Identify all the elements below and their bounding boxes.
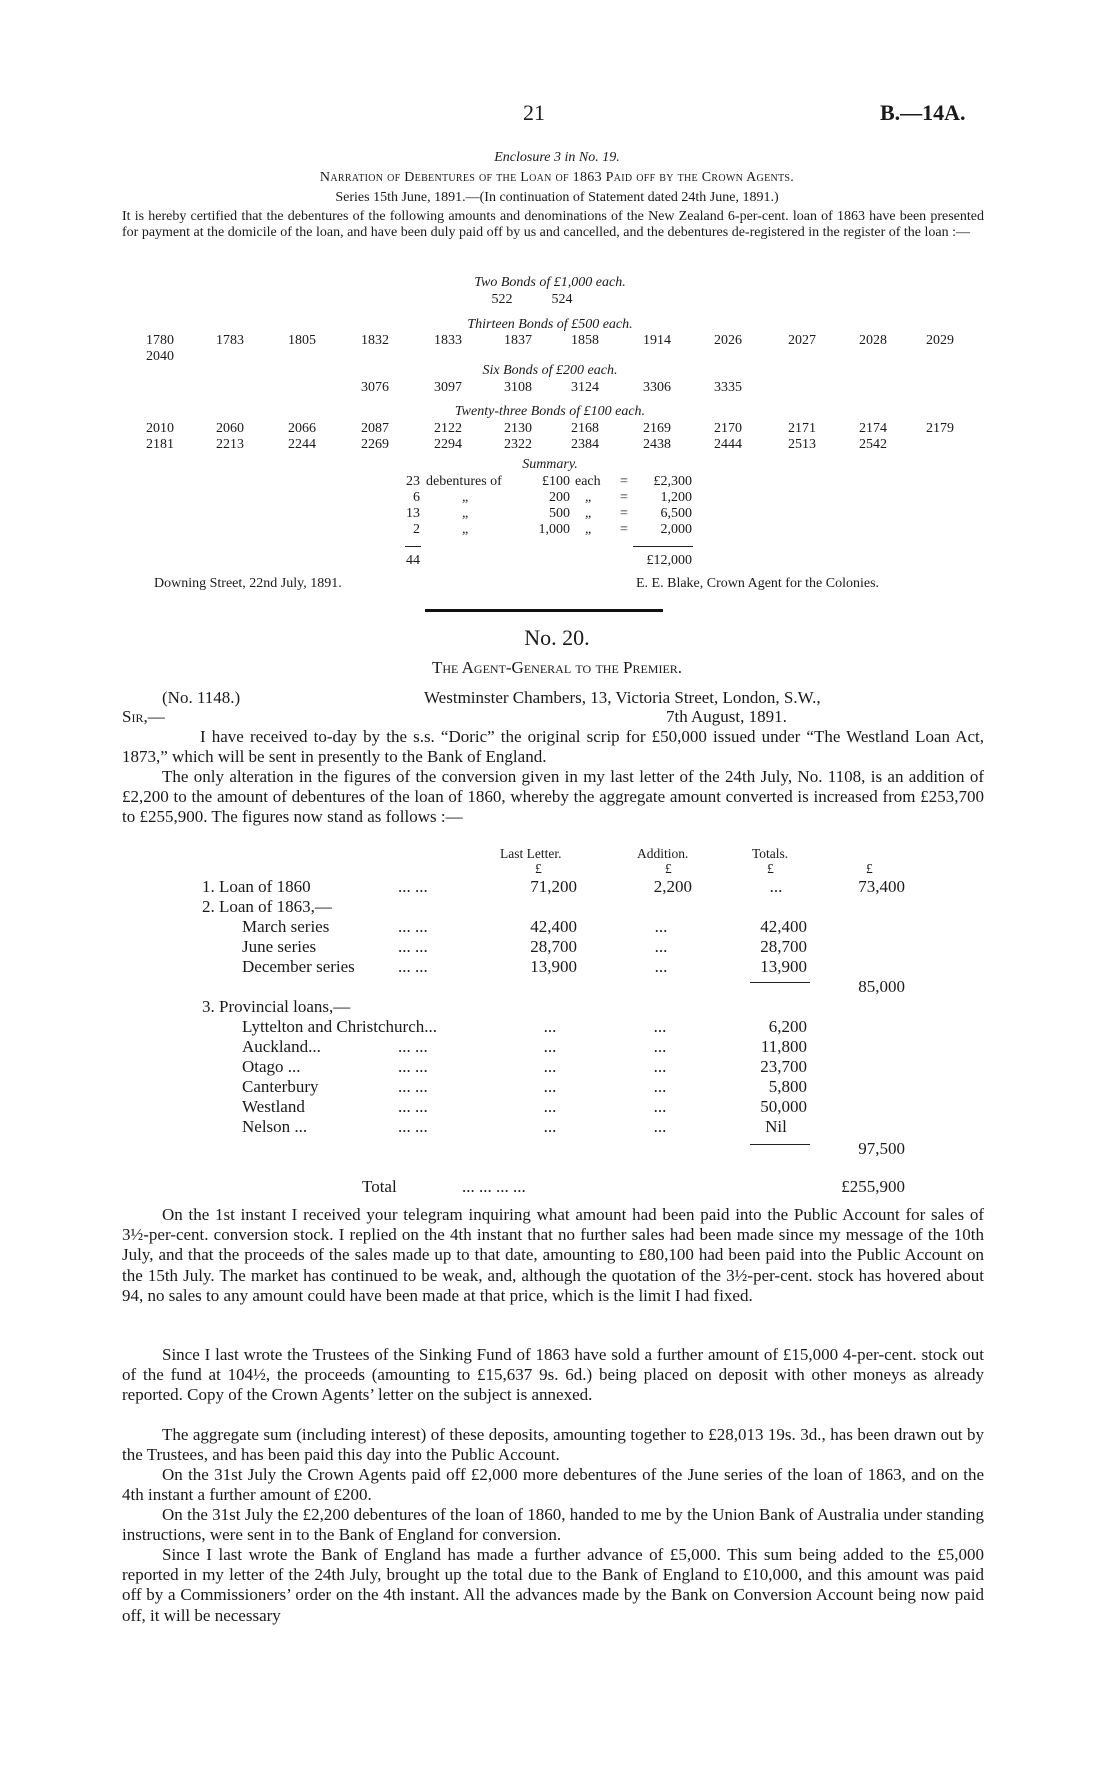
table-total: 28,700 xyxy=(760,937,807,956)
summary-desc: „ xyxy=(462,490,469,505)
signature: E. E. Blake, Crown Agent for the Colonies. xyxy=(636,576,880,591)
table-total: 50,000 xyxy=(760,1097,807,1116)
table-last: 71,200 xyxy=(530,877,577,896)
para-5: The aggregate sum (including interest) of these deposits, amounting together to £28,013 19s. 3d., has been drawn out by the Trustees, and has been paid this day into the Public Account. xyxy=(122,1425,984,1465)
table-label: December series xyxy=(242,957,355,976)
table-label: June series xyxy=(242,937,317,956)
summary-denomination: 200 xyxy=(549,490,570,505)
bond-number: 1837 xyxy=(504,333,532,348)
bond-number: 2029 xyxy=(926,333,954,348)
bond-number: 2087 xyxy=(361,421,389,436)
table-label: Lyttelton and Christchurch... xyxy=(242,1017,437,1036)
table-addition: ... xyxy=(653,1077,667,1096)
currency-addition: £ xyxy=(665,861,672,876)
summary-suffix: „ xyxy=(585,490,592,505)
table-addition: ... xyxy=(653,1057,667,1076)
summary-total-rule xyxy=(633,546,693,547)
table-label: Canterbury xyxy=(242,1077,319,1096)
para-4: Since I last wrote the Trustees of the Sinking Fund of 1863 have sold a further amount of £15,000 4-per-cent. stock out of the fund at 104½, the proceeds (amounting to £15,637 9s. 6d.) being placed on deposit with other moneys as already reported. Copy of the Crown Agents’ letter on the subject is annexed. xyxy=(122,1345,984,1405)
table-dots: ... ... xyxy=(398,937,428,956)
table-dots: ... ... xyxy=(398,1097,428,1116)
bond-number: 2171 xyxy=(788,421,816,436)
bond-number: 1832 xyxy=(361,333,389,348)
table-last: ... xyxy=(543,1117,557,1136)
bond-number: 2122 xyxy=(434,421,462,436)
table-label: Auckland... xyxy=(242,1037,321,1056)
table-last: 42,400 xyxy=(530,917,577,936)
table-last: ... xyxy=(543,1037,557,1056)
table-total: 13,900 xyxy=(760,957,807,976)
summary-denomination: 500 xyxy=(549,506,570,521)
table-addition: ... xyxy=(653,1037,667,1056)
enclosure-intro: It is hereby certified that the debentures of the following amounts and denominations of the New Zealand 6-per-cent. loan of 1863 have been presented for payment at the domicile of the loan, and have been duly paid off by us and cancelled, and the debentures de-registered in the register of the loan :— xyxy=(122,209,984,240)
subtotal-rule xyxy=(750,982,810,983)
table-label: Westland xyxy=(242,1097,305,1116)
bond-number: 2169 xyxy=(643,421,671,436)
table-dots: ... ... xyxy=(398,1117,428,1136)
bond-number: 2294 xyxy=(434,437,462,452)
group-title-500: Thirteen Bonds of £500 each. xyxy=(467,317,633,332)
table-total: 11,800 xyxy=(760,1037,807,1056)
table-label: 1. Loan of 1860 xyxy=(202,877,311,896)
summary-count: 2 xyxy=(413,522,420,537)
document-reference: B.—14A. xyxy=(880,100,966,125)
summary-total: 1,200 xyxy=(660,490,692,505)
bond-number: 2027 xyxy=(788,333,816,348)
para-8: Since I last wrote the Bank of England has made a further advance of £5,000. This sum being added to the £5,000 reported in my letter of the 24th July, brought up the total due to the Bank of England to £10,000, and this amount was paid off by a Commissioners’ order on the 4th instant. All the advances made by the Bank on Conversion Account being now paid off, it will be necessary xyxy=(122,1545,984,1625)
table-label: 3. Provincial loans,— xyxy=(202,997,351,1016)
bond-number: 3306 xyxy=(643,380,671,395)
bond-number: 2244 xyxy=(288,437,316,452)
bond-number: 2542 xyxy=(859,437,887,452)
summary-denomination: 1,000 xyxy=(538,522,570,537)
bond-number: 2269 xyxy=(361,437,389,452)
total-dots: ... ... ... ... xyxy=(462,1177,526,1196)
para-2: The only alteration in the figures of the conversion given in my last letter of the 24th July, No. 1108, is an addition of £2,200 to the amount of debentures of the loan of 1860, whereby the aggregate amount converted is increased from £253,700 to £255,900. The figures now stand as follows :— xyxy=(122,767,984,827)
table-dots: ... ... xyxy=(398,1057,428,1076)
salutation: Sir,— xyxy=(122,707,165,726)
bond-number: 2130 xyxy=(504,421,532,436)
para-1: I have received to-day by the s.s. “Doric” the original scrip for £50,000 issued under “The Westland Loan Act, 1873,” which will be sent in presently to the Bank of England. xyxy=(122,727,984,767)
summary-count: 6 xyxy=(413,490,420,505)
table-last: 13,900 xyxy=(530,957,577,976)
summary-total: £2,300 xyxy=(653,474,692,489)
summary-suffix: „ xyxy=(585,522,592,537)
enclosure-heading: Narration of Debentures of the Loan of 1863 Paid off by the Crown Agents. xyxy=(319,170,795,185)
bond-number: 2181 xyxy=(146,437,174,452)
table-addition: 2,200 xyxy=(653,877,692,896)
group-title-200: Six Bonds of £200 each. xyxy=(482,363,618,378)
bond-number: 1780 xyxy=(146,333,174,348)
table-addition: ... xyxy=(654,957,668,976)
table-dots: ... ... xyxy=(398,957,428,976)
bond-number: 2384 xyxy=(571,437,599,452)
bond-number: 2060 xyxy=(216,421,244,436)
table-addition: ... xyxy=(653,1117,667,1136)
bond-number: 1914 xyxy=(643,333,671,348)
table-grand: 85,000 xyxy=(858,977,905,996)
page-number: 21 xyxy=(523,100,545,125)
place-date: Downing Street, 22nd July, 1891. xyxy=(154,576,342,591)
bond-number: 3108 xyxy=(504,380,532,395)
table-total: 5,800 xyxy=(768,1077,807,1096)
section-divider xyxy=(425,609,663,612)
table-last: ... xyxy=(543,1017,557,1036)
header-totals: Totals. xyxy=(752,846,789,861)
bond-number: 2170 xyxy=(714,421,742,436)
summary-equals: = xyxy=(620,474,628,489)
bond-number: 3097 xyxy=(434,380,462,395)
currency-grand: £ xyxy=(866,861,873,876)
bond-number: 2513 xyxy=(788,437,816,452)
bond-number: 1805 xyxy=(288,333,316,348)
table-addition: ... xyxy=(654,917,668,936)
summary-desc: debentures of xyxy=(426,474,502,489)
summary-denomination: £100 xyxy=(542,474,570,489)
subtotal-rule xyxy=(750,1144,810,1145)
currency-totals: £ xyxy=(767,861,774,876)
summary-suffix: „ xyxy=(585,506,592,521)
bond-number: 2026 xyxy=(714,333,742,348)
bond-number: 2444 xyxy=(714,437,742,452)
table-label: Nelson ... xyxy=(242,1117,308,1136)
bond-number: 2213 xyxy=(216,437,244,452)
total-label: Total xyxy=(362,1177,397,1196)
bond-number: 2179 xyxy=(926,421,954,436)
table-label: Otago ... xyxy=(242,1057,301,1076)
bond-number: 522 xyxy=(491,292,513,307)
table-last: ... xyxy=(543,1097,557,1116)
bond-number: 2028 xyxy=(859,333,887,348)
summary-count-rule xyxy=(405,546,421,547)
summary-total: 6,500 xyxy=(660,506,692,521)
bond-number: 2322 xyxy=(504,437,532,452)
table-dots: ... ... xyxy=(398,1037,428,1056)
table-last: ... xyxy=(543,1077,557,1096)
para-3: On the 1st instant I received your telegram inquiring what amount had been paid into the Public Account for sales of 3½-per-cent. conversion stock. I replied on the 4th instant that no further sales had been made since my message of the 10th July, and that the proceeds of the sales made up to that date, amounting to £80,100 had been paid into the Public Account on the 15th July. The market has continued to be weak, and, although the quotation of the 3½-per-cent. stock has hovered about 94, no sales to any amount could have been made at that price, which is the limit I had fixed. xyxy=(122,1205,984,1305)
summary-desc: „ xyxy=(462,506,469,521)
currency-last: £ xyxy=(535,861,542,876)
letter-number: No. 20. xyxy=(524,625,590,650)
summary-count: 23 xyxy=(406,474,420,489)
table-label: 2. Loan of 1863,— xyxy=(202,897,332,916)
bond-number: 2010 xyxy=(146,421,174,436)
bond-number: 2066 xyxy=(288,421,316,436)
table-grand: 73,400 xyxy=(858,877,905,896)
bond-number: 2040 xyxy=(146,349,174,364)
series-line: Series 15th June, 1891.—(In continuation of Statement dated 24th June, 1891.) xyxy=(335,190,779,205)
summary-equals: = xyxy=(620,490,628,505)
summary-count-total: 44 xyxy=(406,553,420,568)
bond-number: 2438 xyxy=(643,437,671,452)
table-total: ... xyxy=(769,877,783,896)
table-dots: ... ... xyxy=(398,1077,428,1096)
group-title-100: Twenty-three Bonds of £100 each. xyxy=(454,404,646,419)
letter-ref: (No. 1148.) xyxy=(162,688,241,707)
letter-address: Westminster Chambers, 13, Victoria Street, London, S.W., xyxy=(424,688,821,707)
bond-number: 3124 xyxy=(571,380,599,395)
header-last-letter: Last Letter. xyxy=(500,846,562,861)
table-total: 6,200 xyxy=(768,1017,807,1036)
summary-total: 2,000 xyxy=(660,522,692,537)
table-label: March series xyxy=(242,917,330,936)
header-addition: Addition. xyxy=(637,846,689,861)
letter-date: 7th August, 1891. xyxy=(666,707,787,726)
summary-grand-total: £12,000 xyxy=(646,553,692,568)
bond-number: 3076 xyxy=(361,380,389,395)
bond-number: 1858 xyxy=(571,333,599,348)
total-value: £255,900 xyxy=(841,1177,905,1196)
summary-equals: = xyxy=(620,522,628,537)
bond-number: 1833 xyxy=(434,333,462,348)
table-total: 23,700 xyxy=(760,1057,807,1076)
bond-number: 3335 xyxy=(714,380,742,395)
summary-equals: = xyxy=(620,506,628,521)
table-last: 28,700 xyxy=(530,937,577,956)
table-grand: 97,500 xyxy=(858,1139,905,1158)
enclosure-title: Enclosure 3 in No. 19. xyxy=(494,150,620,165)
summary-desc: „ xyxy=(462,522,469,537)
table-addition: ... xyxy=(654,937,668,956)
table-dots: ... ... xyxy=(398,917,428,936)
table-total: 42,400 xyxy=(760,917,807,936)
bond-number: 1783 xyxy=(216,333,244,348)
summary-suffix: each xyxy=(575,474,601,489)
group-title-1000: Two Bonds of £1,000 each. xyxy=(474,275,626,290)
letter-title: The Agent-General to the Premier. xyxy=(431,658,683,677)
table-total: Nil xyxy=(765,1117,787,1136)
table-addition: ... xyxy=(653,1017,667,1036)
para-6: On the 31st July the Crown Agents paid off £2,000 more debentures of the June series of the loan of 1863, and on the 4th instant a further amount of £200. xyxy=(122,1465,984,1505)
table-addition: ... xyxy=(653,1097,667,1116)
bond-number: 524 xyxy=(551,292,573,307)
bond-number: 2174 xyxy=(859,421,887,436)
summary-title: Summary. xyxy=(522,457,578,472)
summary-count: 13 xyxy=(406,506,420,521)
bond-number: 2168 xyxy=(571,421,599,436)
para-7: On the 31st July the £2,200 debentures of the loan of 1860, handed to me by the Union Bank of Australia under standing instructions, were sent in to the Bank of England for conversion. xyxy=(122,1505,984,1545)
table-dots: ... ... xyxy=(398,877,428,896)
table-last: ... xyxy=(543,1057,557,1076)
